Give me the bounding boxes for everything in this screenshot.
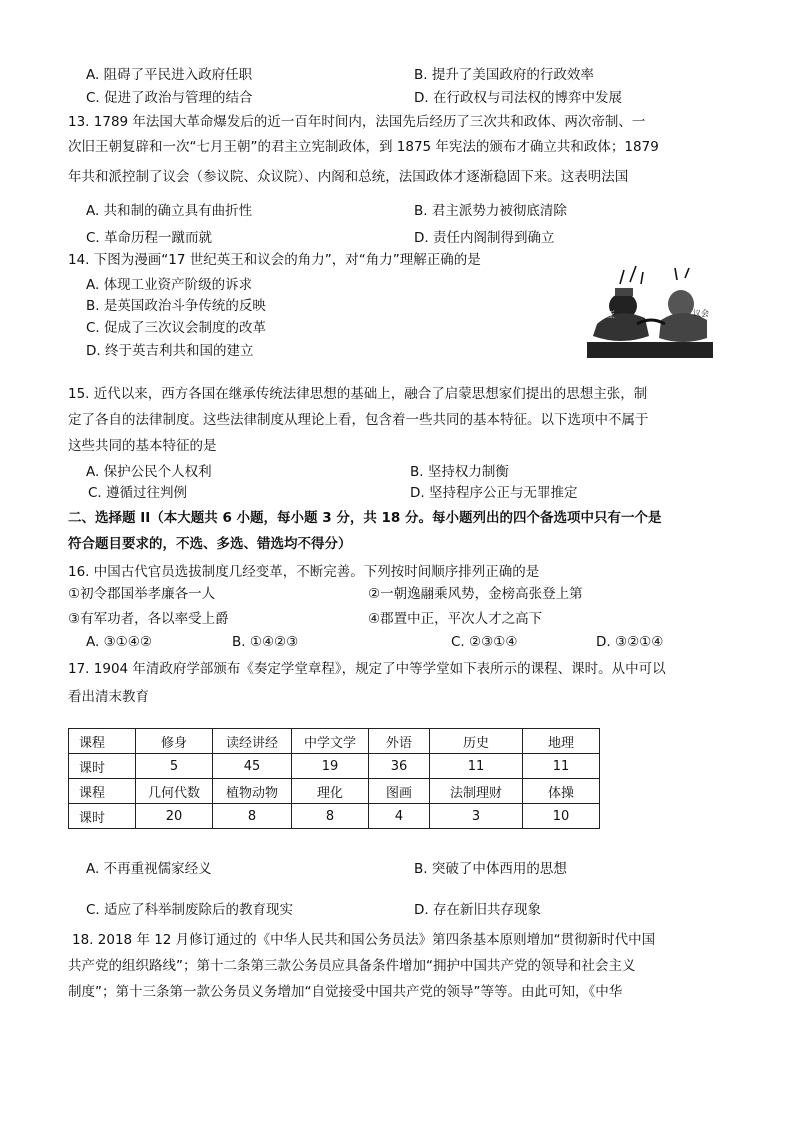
cartoon-label-parliament: 议会 [693,309,709,318]
q13-stem-line2: 次旧王朝复辟和一次“七月王朝”的君主立宪制政体，到 1875 年宪法的颁布才确立共和政体；1879 [68,139,659,155]
table-row [69,754,600,779]
table-cell: 历史 [430,729,523,754]
table-cell: 45 [213,754,292,779]
q18-stem-line1: 18. 2018 年 12 月修订通过的《中华人民共和国公务员法》第四条基本原则增加“贯彻新时代中国 [72,932,656,948]
king-parliament-cartoon [585,254,715,360]
q13-option-b: B. 君主派势力被彻底清除 [414,203,567,219]
curriculum-table [68,728,600,829]
q13-stem-line1: 13. 1789 年法国大革命爆发后的近一百年时间内，法国先后经历了三次共和政体、两次帝制、一 [68,114,646,130]
q12-option-a: A. 阻碍了平民进入政府任职 [86,67,253,83]
table-row [69,779,600,804]
table-cell: 4 [369,804,430,829]
q17-option-c: C. 适应了科举制废除后的教育现实 [86,902,294,918]
table-cell: 法制理财 [430,779,523,804]
q16-stem: 16. 中国古代官员选拔制度几经变革，不断完善。下列按时间顺序排列正确的是 [68,564,540,580]
q16-option-d: D. ③②①④ [596,634,664,650]
table-cell: 8 [213,804,292,829]
q15-option-a: A. 保护公民个人权利 [86,464,212,480]
table-cell: 理化 [292,779,369,804]
table-cell: 8 [292,804,369,829]
q18-stem-line3: 制度”；第十三条第一款公务员义务增加“自觉接受中国共产党的领导”等等。由此可知，《中华 [68,984,623,1000]
table-cell: 5 [136,754,213,779]
table-cell: 中学文学 [292,729,369,754]
table-cell: 11 [523,754,600,779]
table-cell: 课程 [69,729,136,754]
table-cell: 3 [430,804,523,829]
q18-stem-line2: 共产党的组织路线”；第十二条第三款公务员应具备条件增加“拥护中国共产党的领导和社会主义 [68,958,636,974]
cartoon-label-king: 国王 [599,310,615,319]
q16-item-3: ③有军功者，各以率受上爵 [68,611,229,627]
table-cell: 11 [430,754,523,779]
q14-option-b: B. 是英国政治斗争传统的反映 [86,298,266,314]
q14-option-a: A. 体现工业资产阶级的诉求 [86,277,253,293]
q17-stem-line2: 看出清末教育 [68,689,149,705]
q13-option-d: D. 责任内阁制得到确立 [414,230,555,246]
section2-heading-line2: 符合题目要求的，不选、多选、错选均不得分） [68,536,352,552]
table-cell: 10 [523,804,600,829]
table-cell: 植物动物 [213,779,292,804]
q17-option-a: A. 不再重视儒家经义 [86,861,212,877]
q12-option-d: D. 在行政权与司法权的博弈中发展 [414,90,622,106]
q15-option-d: D. 坚持程序公正与无罪推定 [410,485,578,501]
q15-option-c: C. 遵循过往判例 [88,485,188,501]
q16-item-4: ④郡置中正，平次人才之高下 [368,611,543,627]
table-cell: 20 [136,804,213,829]
table-cell: 体操 [523,779,600,804]
q15-option-b: B. 坚持权力制衡 [410,464,509,480]
q15-stem-line2: 定了各自的法律制度。这些法律制度从理论上看，包含着一些共同的基本特征。以下选项中不属于 [68,412,649,428]
table-cell: 地理 [523,729,600,754]
table-cell: 几何代数 [136,779,213,804]
q12-option-b: B. 提升了美国政府的行政效率 [414,67,594,83]
q16-option-a: A. ③①④② [86,634,152,650]
q16-item-2: ②一朝逸翮乘风势，金榜高张登上第 [368,586,583,602]
table-cell: 36 [369,754,430,779]
q15-stem-line3: 这些共同的基本特征的是 [68,438,217,454]
section2-heading-line1: 二、选择题 II（本大题共 6 小题，每小题 3 分，共 18 分。每小题列出的四个备选项中只有一个是 [68,510,662,526]
q17-option-b: B. 突破了中体西用的思想 [414,861,567,877]
q16-item-1: ①初令郡国举孝廉各一人 [68,586,216,602]
q14-option-c: C. 促成了三次议会制度的改革 [86,320,267,336]
q16-option-b: B. ①④②③ [232,634,299,650]
table-cell: 课时 [69,804,136,829]
q17-stem-line1: 17. 1904 年清政府学部颁布《奏定学堂章程》，规定了中等学堂如下表所示的课程、课时。从中可以 [68,661,666,677]
q13-stem-line3: 年共和派控制了议会（参议院、众议院）、内阁和总统，法国政体才逐渐稳固下来。这表明法国 [68,169,629,185]
q13-option-a: A. 共和制的确立具有曲折性 [86,203,253,219]
q16-option-c: C. ②③①④ [451,634,518,650]
q13-option-c: C. 革命历程一蹴而就 [86,230,213,246]
table-cell: 读经讲经 [213,729,292,754]
q14-option-d: D. 终于英吉利共和国的建立 [86,343,254,359]
table-cell: 19 [292,754,369,779]
table-cell: 课时 [69,754,136,779]
table-row [69,804,600,829]
q17-option-d: D. 存在新旧共存现象 [414,902,541,918]
table-cell: 图画 [369,779,430,804]
table-cell: 课程 [69,779,136,804]
table-row [69,729,600,754]
q14-stem: 14. 下图为漫画“17 世纪英王和议会的角力”，对“角力”理解正确的是 [68,252,481,268]
table-cell: 外语 [369,729,430,754]
table-cell: 修身 [136,729,213,754]
q15-stem-line1: 15. 近代以来，西方各国在继承传统法律思想的基础上，融合了启蒙思想家们提出的思想主张，制 [68,386,648,402]
q12-option-c: C. 促进了政治与管理的结合 [86,90,253,106]
